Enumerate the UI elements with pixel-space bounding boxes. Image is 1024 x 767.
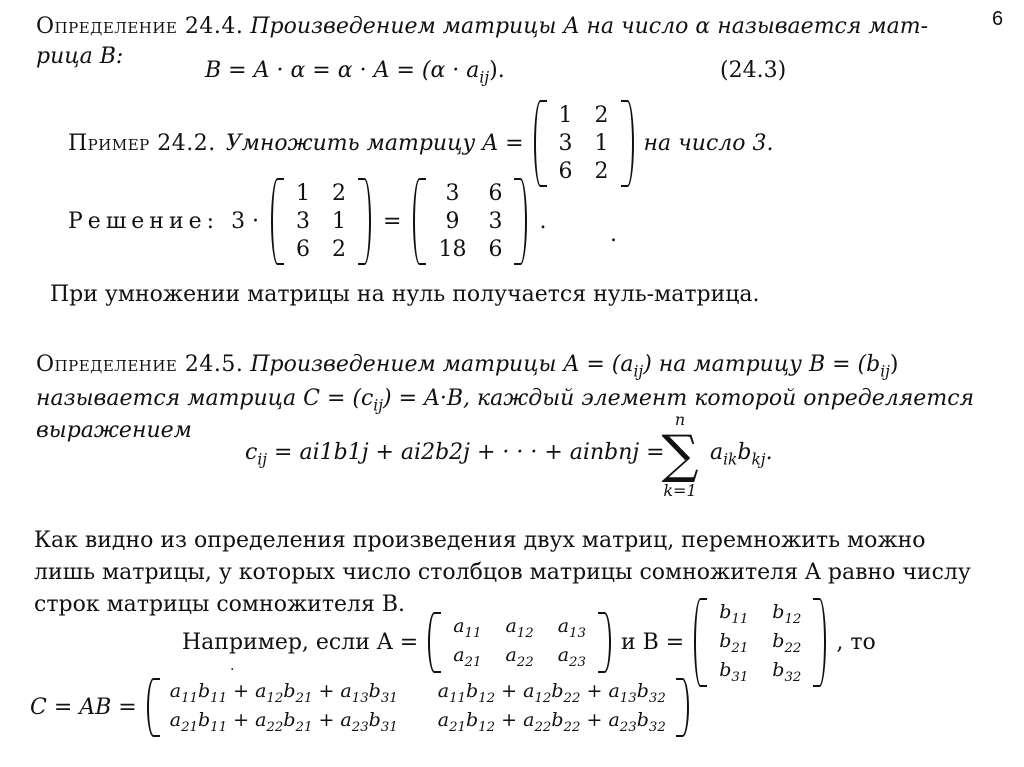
sum-formula	[245, 440, 665, 468]
right-paren	[514, 178, 527, 265]
example-24-2-text: Умножить матрицу A =	[225, 131, 524, 156]
product-cell: $a_{21}b_{11} + a_{22}b_{21} + a_{23}b_{31}$	[169, 708, 398, 735]
matrix-cell: $b_{22}$	[772, 629, 802, 656]
matrix-cell: $b_{32}$	[772, 658, 802, 685]
matrix-cell: 3	[296, 209, 311, 234]
matrix-cell: 1	[594, 131, 609, 156]
sum-formula-c-sub: ij	[257, 450, 268, 469]
sum-term-b: b	[737, 440, 752, 465]
sum-term-a: a	[710, 440, 724, 465]
matrix-b-general	[694, 598, 826, 687]
matrix-cell: $a_{23}$	[557, 644, 586, 670]
left-paren	[534, 100, 547, 187]
right-paren	[598, 612, 611, 673]
left-paren	[694, 598, 707, 687]
matrix-cell: 9	[445, 209, 460, 234]
sum-formula-expansion: i1b1j + ai2b2j + · · · + ainbnj =	[312, 440, 665, 465]
def-24-5-l1b: ) на матрицу B = (b	[643, 352, 881, 377]
product-matrix	[147, 678, 689, 737]
formula-24-3-sub: ij	[479, 68, 490, 87]
right-paren	[621, 100, 634, 187]
paragraph-line3: строк матрицы сомножителя B.	[34, 592, 406, 617]
sum-term-end: .	[765, 440, 773, 465]
matrix-cell: 2	[594, 103, 609, 128]
matrix-cell: $a_{12}$	[505, 615, 534, 642]
matrix-cell: 1	[296, 181, 311, 206]
matrix-cell: 6	[296, 237, 311, 262]
definition-24-5-line1	[36, 352, 899, 380]
definition-24-4-head: Определение 24.4.	[36, 14, 244, 39]
zero-matrix-note: При умножении матрицы на нуль получается нуль-матрица.	[50, 282, 760, 307]
definition-24-5-line3: выражением	[36, 418, 192, 443]
sum-formula-c: c	[245, 440, 258, 465]
def-24-5-l1a: Произведением матрицы A = (a	[250, 352, 634, 377]
matrix-cell: $b_{31}$	[719, 658, 749, 685]
equation-number: (24.3)	[720, 58, 787, 83]
page-number: 6	[992, 8, 1004, 30]
solution-equals: =	[383, 209, 402, 234]
matrix-cell: 6	[488, 237, 503, 262]
sum-upper-limit: n	[674, 410, 686, 429]
matrix-cell: 3	[558, 131, 573, 156]
matrix-cell: 6	[558, 159, 573, 184]
paragraph-line1: Как видно из определения произведения двух матриц, перемножить можно	[34, 528, 926, 553]
left-paren	[147, 678, 160, 737]
left-paren	[428, 612, 441, 673]
matrix-cell: 2	[332, 181, 347, 206]
general-example-row	[182, 598, 876, 687]
example-24-2-head: Пример 24.2.	[68, 131, 216, 156]
solution-result-matrix	[413, 178, 527, 265]
matrix-cell: 3	[488, 209, 503, 234]
matrix-cell: 2	[332, 237, 347, 262]
product-cell: $a_{11}b_{12} + a_{12}b_{22} + a_{13}b_{32}$	[437, 680, 666, 706]
formula-24-3-tail: ).	[489, 58, 505, 83]
solution-end-dot: .	[539, 209, 547, 234]
product-lhs: C = AB =	[30, 694, 137, 720]
stray-dot: .	[610, 222, 617, 247]
sum-term-a-sub: ik	[723, 450, 738, 469]
matrix-cell: $a_{22}$	[505, 644, 534, 670]
sigma-icon: ∑	[661, 425, 699, 485]
matrix-cell: 2	[594, 159, 609, 184]
right-paren	[358, 178, 371, 265]
right-paren	[676, 678, 689, 737]
matrix-cell: 3	[445, 181, 460, 206]
def-24-5-l2-sub: ij	[373, 396, 383, 415]
solution-scalar: 3 ·	[231, 209, 260, 234]
example-24-2-tail: на число 3.	[643, 131, 774, 156]
product-row	[30, 678, 689, 737]
def-24-5-l2b: ) = A·B, каждый элемент которой определяется	[383, 386, 975, 411]
sum-lower-limit: k=1	[663, 481, 697, 500]
solution-label: Решение:	[68, 209, 220, 234]
solution-left-matrix	[271, 178, 371, 265]
sum-term	[710, 440, 773, 468]
def-24-5-l1-sub1: ij	[633, 362, 644, 381]
definition-24-4-line2: рица B:	[36, 44, 124, 69]
small-mark: .	[230, 658, 235, 674]
def-24-5-l1-sub2: ij	[880, 362, 890, 381]
matrix-a-general	[428, 612, 611, 673]
matrix-a-numeric	[534, 100, 634, 187]
matrix-cell: $b_{11}$	[719, 601, 749, 627]
definition-24-4-text: Произведением матрицы A на число α называется мат-	[250, 14, 929, 39]
matrix-cell: 18	[438, 237, 467, 262]
matrix-cell: $b_{21}$	[719, 629, 749, 656]
general-example-and-b: и B =	[620, 630, 685, 656]
definition-24-4-line1	[36, 14, 928, 39]
formula-24-3	[205, 58, 505, 86]
matrix-cell: $a_{13}$	[557, 615, 586, 642]
solution-row	[68, 178, 546, 265]
left-paren	[413, 178, 426, 265]
matrix-cell: $a_{21}$	[453, 644, 482, 670]
matrix-cell: $b_{12}$	[772, 601, 802, 627]
product-cell: $a_{21}b_{12} + a_{22}b_{22} + a_{23}b_{32}$	[437, 708, 666, 735]
sum-formula-eq: = a	[267, 440, 313, 465]
general-example-then: , то	[836, 630, 876, 656]
definition-24-5-line2	[36, 386, 974, 414]
matrix-cell: 6	[488, 181, 503, 206]
example-24-2	[68, 100, 774, 187]
definition-24-5-head: Определение 24.5.	[36, 352, 244, 377]
matrix-cell: 1	[558, 103, 573, 128]
def-24-5-l1c: )	[889, 352, 899, 377]
sum-term-b-sub: kj	[751, 450, 766, 469]
formula-24-3-main: B = A · α = α · A = (α · a	[205, 58, 480, 83]
left-paren	[271, 178, 284, 265]
def-24-5-l2a: называется матрица C = (c	[36, 386, 374, 411]
paragraph-line2: лишь матрицы, у которых число столбцов матрицы сомножителя A равно числу	[34, 560, 971, 585]
general-example-intro: Например, если A =	[182, 630, 419, 656]
summation	[654, 410, 706, 500]
matrix-cell: $a_{11}$	[453, 615, 482, 642]
product-cell: $a_{11}b_{11} + a_{12}b_{21} + a_{13}b_{31}$	[169, 680, 398, 706]
matrix-cell: 1	[332, 209, 347, 234]
right-paren	[813, 598, 826, 687]
